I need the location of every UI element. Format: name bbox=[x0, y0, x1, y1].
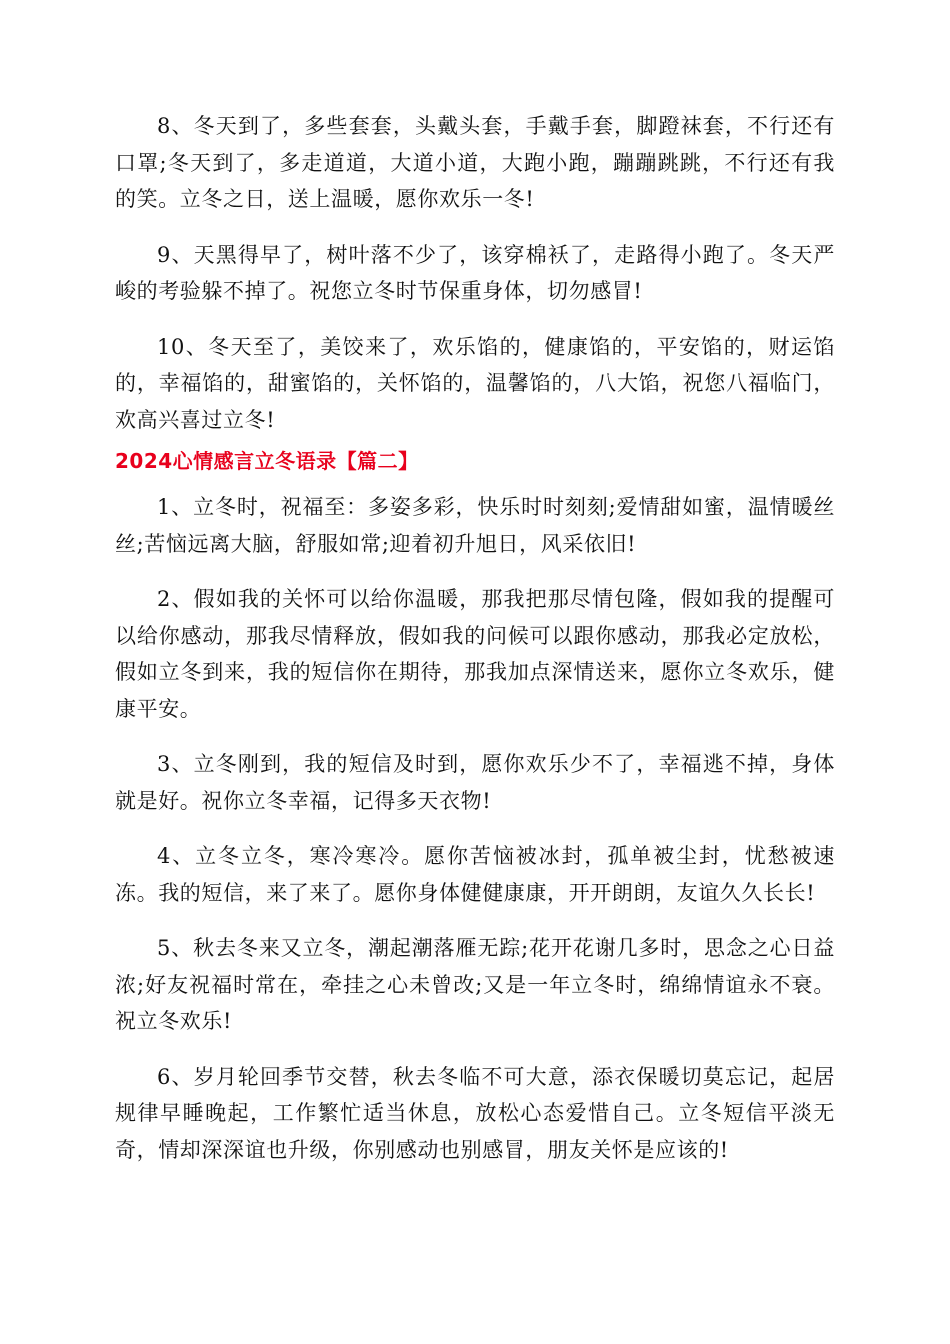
paragraph-4: 4、立冬立冬，寒冷寒冷。愿你苦恼被冰封，孤单被尘封，忧愁被速冻。我的短信，来了来了。愿你身体健健康康，开开朗朗，友谊久久长长! bbox=[115, 844, 835, 905]
document-page bbox=[115, 108, 835, 1168]
paragraph-9: 9、天黑得早了，树叶落不少了，该穿棉袄了，走路得小跑了。冬天严峻的考验躲不掉了。祝您立冬时节保重身体，切勿感冒! bbox=[115, 242, 835, 303]
paragraph-8: 8、冬天到了，多些套套，头戴头套，手戴手套，脚蹬袜套，不行还有口罩;冬天到了，多走道道，大道小道，大跑小跑，蹦蹦跳跳，不行还有我的笑。立冬之日，送上温暖，愿你欢乐一冬! bbox=[115, 114, 835, 211]
paragraph-1: 1、立冬时，祝福至：多姿多彩，快乐时时刻刻;爱情甜如蜜，温情暖丝丝;苦恼远离大脑，舒服如常;迎着初升旭日，风采依旧! bbox=[115, 495, 835, 556]
section-heading: 2024心情感言立冬语录【篇二】 bbox=[115, 449, 419, 473]
paragraph-6: 6、岁月轮回季节交替，秋去冬临不可大意，添衣保暖切莫忘记，起居规律早睡晚起，工作繁忙适当休息，放松心态爱惜自己。立冬短信平淡无奇，情却深深谊也升级，你别感动也别感冒，朋友关怀是应该的! bbox=[115, 1064, 835, 1162]
paragraph-10: 10、冬天至了，美饺来了，欢乐馅的，健康馅的，平安馅的，财运馅的，幸福馅的，甜蜜馅的，关怀馅的，温馨馅的，八大馅，祝您八福临门，欢高兴喜过立冬! bbox=[115, 334, 835, 432]
paragraph-3: 3、立冬刚到，我的短信及时到，愿你欢乐少不了，幸福逃不掉，身体就是好。祝你立冬幸福，记得多天衣物! bbox=[115, 752, 835, 813]
paragraph-2: 2、假如我的关怀可以给你温暖，那我把那尽情包隆，假如我的提醒可以给你感动，那我尽情释放，假如我的问候可以跟你感动，那我必定放松，假如立冬到来，我的短信你在期待，那我加点深情送来，愿你立冬欢乐，健康平安。 bbox=[115, 587, 835, 721]
paragraph-5: 5、秋去冬来又立冬，潮起潮落雁无踪;花开花谢几多时，思念之心日益浓;好友祝福时常在，牵挂之心未曾改;又是一年立冬时，绵绵情谊永不衰。祝立冬欢乐! bbox=[115, 936, 835, 1033]
